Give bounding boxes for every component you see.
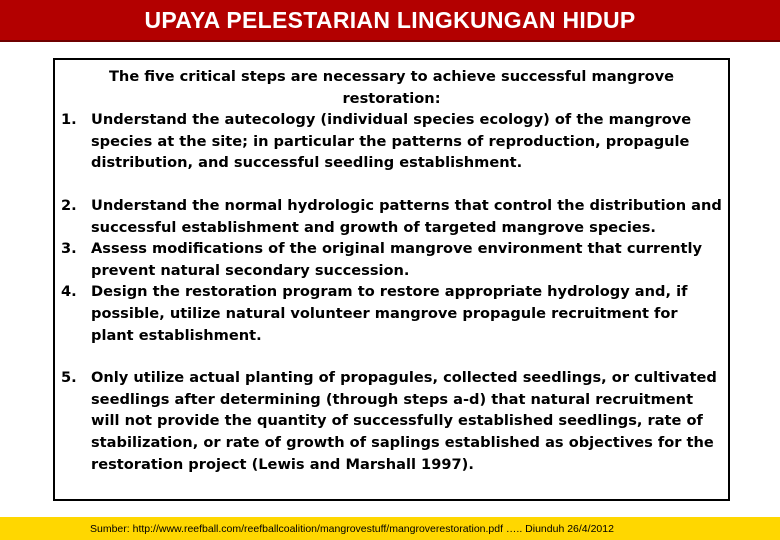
step-number: 5. xyxy=(61,369,77,387)
step-number: 4. xyxy=(61,283,77,301)
step-text: Design the restoration program to restore appropriate hydrology and, if possible, utilize natural volunteer mangrove propagule recruitment for plant establishment. xyxy=(91,283,688,344)
step-number: 3. xyxy=(61,240,77,258)
step-text: Understand the normal hydrologic patterns that control the distribution and successful establishment and growth of targeted mangrove species. xyxy=(91,196,722,236)
step-spacer xyxy=(61,346,722,367)
step-text: Only utilize actual planting of propagules, collected seedlings, or cultivated seedlings after determining (through steps a-d) that natural recruitment will not provide the quantity of successfully established seedlings, rate of stabilization, or rate of growth of saplings established as objectives for the restoration project (Lewis and Marshall 1997). xyxy=(91,369,717,473)
step-item-1 xyxy=(61,109,722,174)
step-item-2 xyxy=(61,195,722,238)
title-bar xyxy=(0,0,780,42)
step-spacer xyxy=(61,174,722,195)
step-number: 1. xyxy=(61,111,77,129)
step-item-3 xyxy=(61,238,722,281)
step-item-4 xyxy=(61,281,722,346)
step-number: 2. xyxy=(61,196,77,214)
page-title: UPAYA PELESTARIAN LINGKUNGAN HIDUP xyxy=(144,6,636,33)
source-bar xyxy=(0,517,780,540)
step-text: Understand the autecology (individual species ecology) of the mangrove species at the site; in particular the patterns of reproduction, propagule distribution, and successful seedling establishment. xyxy=(91,111,692,172)
step-text: Assess modifications of the original mangrove environment that currently prevent natural secondary succession. xyxy=(91,240,703,279)
content-box xyxy=(53,58,730,501)
intro-text: The five critical steps are necessary to achieve successful mangrove restoration: xyxy=(108,68,675,107)
source-citation: Sumber: http://www.reefball.com/reefballcoalition/mangrovestuff/mangroverestoration.pdf ….. Diunduh 26/4/2012 xyxy=(90,522,614,535)
step-item-5 xyxy=(61,367,722,475)
